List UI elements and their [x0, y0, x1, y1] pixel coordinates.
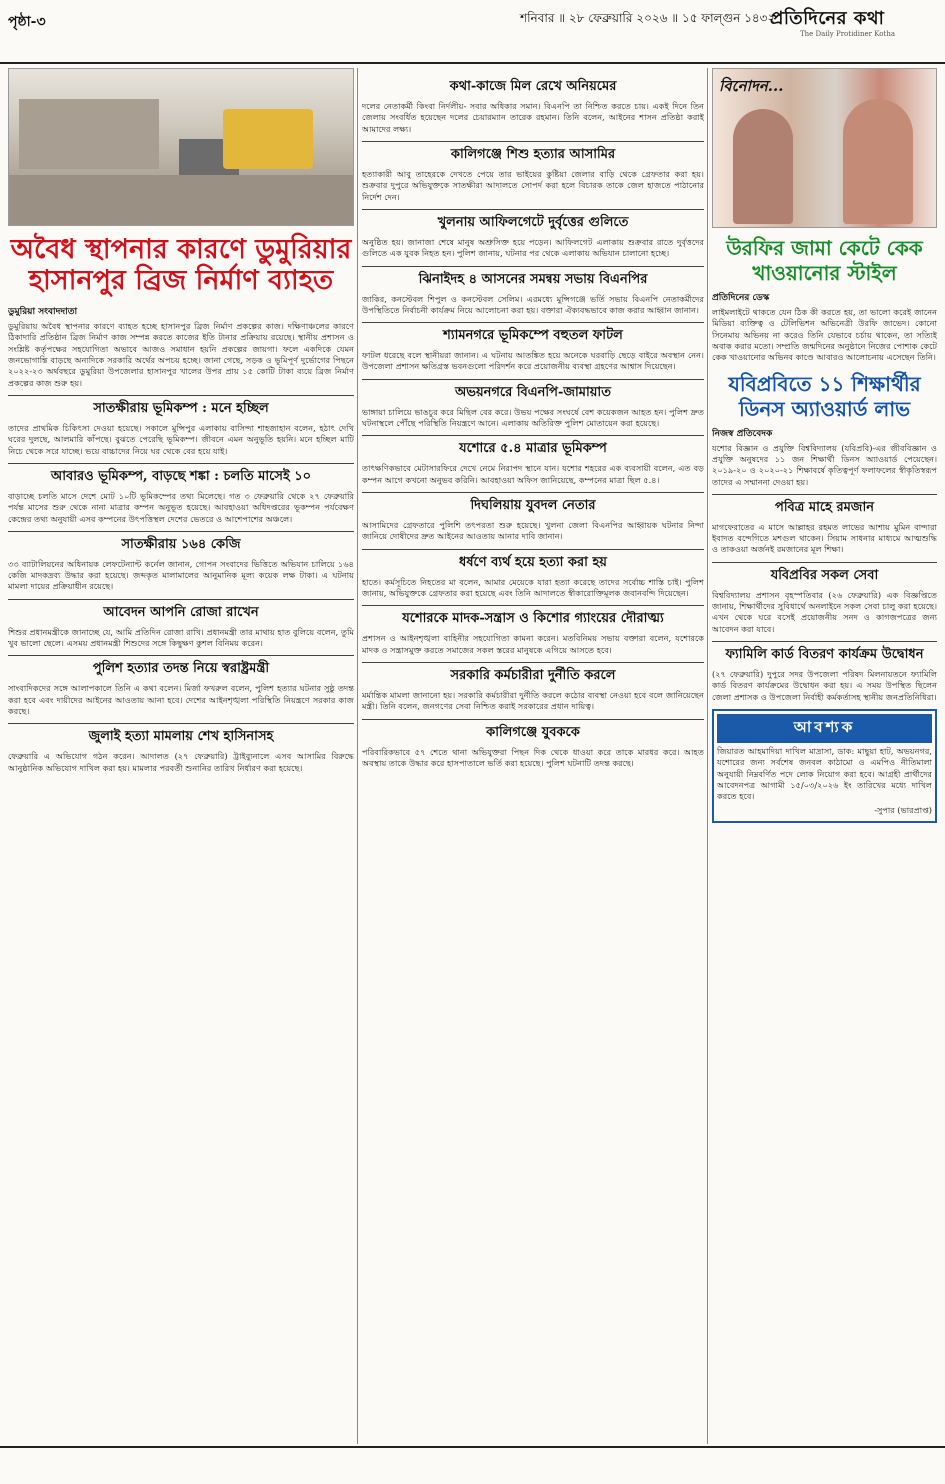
story-headline[interactable]: শ্যামনগরে ভূমিকম্পে বহুতল ফাটল	[362, 322, 704, 347]
entertainment-photo	[712, 68, 937, 228]
story-body: পরিবারিকভাবে ৫৭ শেতে থানা অভিযুক্তরা পিছন দিক থেকে ধাওয়া করে তাকে মারধর করে। আহত অবস্থায় তাকে উদ্ধার করে হাসপাতালে ভর্তি করা হয়েছে। পুলিশ ঘটনাটি তদন্ত করছে।	[362, 746, 704, 768]
column-left	[8, 68, 354, 1444]
story-body: (২৭ ফেব্রুয়ারি) দুপুরে সদর উপজেলা পরিষদ মিলনায়তনে ফ্যামিলি কার্ড বিতরণ কার্যক্রমের উদ্বোধন করা হয়। এ সময় উপস্থিত ছিলেন জেলা প্রশাসক ও উপজেলা নির্বাহী কর্মকর্তাসহ স্থানীয় জনপ্রতিনিধিরা।	[712, 669, 937, 702]
story-headline[interactable]: ধর্ষণে ব্যর্থ হয়ে হত্যা করা হয়	[362, 549, 704, 574]
story-headline[interactable]: পুলিশ হত্যার তদন্ত নিয়ে স্বরাষ্ট্রমন্ত্রী	[8, 655, 354, 680]
classified-ad	[712, 709, 937, 823]
story-headline[interactable]: জুলাই হত্যা মামলায় শেখ হাসিনাসহ	[8, 723, 354, 748]
lead-body: ডুমুরিয়ায় অবৈধ স্থাপনার কারণে ব্যাহত হচ্ছে হাসানপুর ব্রিজ নির্মাণ প্রকল্পের কাজ। দক্ষিণাঞ্চলের কারণে ঠিকাদারি প্রতিষ্ঠান ব্রিজ নির্মাণ কাজ সম্পন্ন করতে কাজের ইতি টানার প্রক্রিয়ায় রয়েছে। স্থানীয় প্রশাসন ও সংশ্লিষ্ট কর্তৃপক্ষের সহযোগিতা অভাবে আজও সমাধান হয়নি প্রকল্পের জায়গা। ফলে একদিকে যেমন জনভোগান্তি বাড়ছে অন্যদিকে সরকারি অর্থের অপচয় হচ্ছে। জানা গেছে, সড়ক ও ভূমিপূর্ণ দুর্ভোগের পিছনে ২০২২-২৩ অর্থবছরে ডুমুরিয়া উপজেলার হাসানপুর খালের উপর প্রায় ১৫ কোটি টাকা ব্যয়ে ব্রিজ নির্মাণ প্রকল্পের কাজ শুরু হয়।	[8, 321, 354, 388]
story-headline[interactable]: কথা-কাজে মিল রেখে অনিয়মের	[449, 79, 617, 94]
story-body: বাড়াচ্ছে চলতি মাসে দেশে মোট ১০টি ভূমিকম্পের তথ্য মিলেছে। গত ৩ ফেব্রুয়ারি থেকে ২৭ ফেব্রুয়ারি পর্যন্ত মাসের শুরু থেকে নানা মাত্রার কম্পন অনুভূত হয়েছে। আবহাওয়া অধিদপ্তরের ভূকম্পন পর্যবেক্ষণ কেন্দ্রের তথ্য অনুযায়ী এসব কম্পনের উৎপত্তিস্থল দেশের ভেতরে ও আশেপাশের অঞ্চলে।	[8, 490, 354, 524]
bridge-structure	[19, 99, 159, 169]
story-body: সাংবাদিকদের সঙ্গে আলাপকালে তিনি এ কথা বলেন। মির্জা ফখরুল বলেন, পুলিশ হত্যার ঘটনার সুষ্ঠু তদন্ত করা হবে এবং দায়ীদের আইনের আওতায় আনা হবে। দেশের আইনশৃঙ্খলা পরিস্থিতি নিয়ন্ত্রণে সরকার কাজ করছে।	[8, 683, 354, 717]
story-headline[interactable]: ঝিনাইদহ ৪ আসনের সমন্বয় সভায় বিএনপির	[362, 266, 704, 291]
road	[9, 175, 353, 225]
story-headline[interactable]: পবিত্র মাহে রমজান	[712, 494, 937, 519]
story-body: আসামিদের গ্রেফতারে পুলিশি তৎপরতা শুরু হয়েছে। খুলনা জেলা বিএনপির আহ্বায়ক ঘটনার নিন্দা জানিয়ে দোষীদের দ্রুত আইনের আওতায় আনার দাবি জানান।	[362, 520, 704, 542]
lead-headline[interactable]: অবৈধ স্থাপনার কারণে ডুমুরিয়ার হাসানপুর ব্রিজ নির্মাণ ব্যাহত	[10, 234, 352, 297]
newspaper-logo: প্রতিদিনের কথা	[770, 8, 885, 29]
story-body: তাৎক্ষণিকভাবে মেটাসারফিরে দেখে নেমে নিরাপদ স্থানে যান। যশোর শহরের এক ব্যবসায়ী বলেন, এত বড় কম্পন আগে কখনো অনুভব করিনি। আবহাওয়া অফিস জানিয়েছে, কম্পনের মাত্রা ছিল ৫.৪।	[362, 463, 704, 485]
story-body: ভাঙ্গায়া চালিয়ে ভাঙচুর করে মিছিল বের করে। উভয় পক্ষের সংঘর্ষে বেশ কয়েকজন আহত হন। পুলিশ দ্রুত ঘটনাস্থলে পৌঁছে পরিস্থিতি নিয়ন্ত্রণে আনে। এলাকায় অতিরিক্ত পুলিশ মোতায়েন করা হয়েছে।	[362, 406, 704, 429]
story-body: ৩৩ ব্যাটালিয়নের অধিনায়ক লেফটেন্যান্ট কর্নেল জানান, গোপন সংবাদের ভিত্তিতে অভিযান চালিয়ে ১৬৪ কেজি মাদকদ্রব্য উদ্ধার করা হয়েছে। জব্দকৃত মালামালের আনুমানিক মূল্য কয়েক লক্ষ টাকা। এ ঘটনায় মামলা দায়ের প্রক্রিয়াধীন রয়েছে।	[8, 558, 354, 592]
story-body: দলের নেতাকর্মী কিংবা নির্দলীয়- সবার অধিকার সমান। বিএনপি তা নিশ্চিত করতে চায়। একই দিনে তিন জেলায় সংবর্ধিত হয়েছেন দলের চেয়ারম্যান তারেক রহমান। তিনি বলেন, আইনের শাসন প্রতিষ্ঠা করাই আমাদের লক্ষ্য।	[362, 101, 704, 134]
entertainment-headline[interactable]: উরফির জামা কেটে কেক খাওয়ানোর স্টাইল	[726, 236, 923, 285]
story-body: বিশ্ববিদ্যালয় প্রশাসন বৃহস্পতিবার (২৬ ফেব্রুয়ারি) এক বিজ্ঞপ্তিতে জানায়, শিক্ষার্থীদের সুবিধার্থে অনলাইনে সকল সেবা চালু করা হয়েছে। এখন থেকে ঘরে বসেই প্রয়োজনীয় সনদ ও কাগজপত্রের জন্য আবেদন করা যাবে।	[712, 589, 937, 634]
excavator	[223, 109, 313, 169]
yabi-byline: নিজস্ব প্রতিবেদক	[712, 428, 773, 439]
story-headline[interactable]: যশোরে ৫.৪ মাত্রার ভূমিকম্প	[362, 435, 704, 460]
issue-date: শনিবার ॥ ২৮ ফেব্রুয়ারি ২০২৬ ॥ ১৫ ফাল্গুন ১৪৩২	[520, 11, 776, 25]
lead-byline: ডুমুরিয়া সংবাদদাতা	[8, 307, 78, 318]
story-headline[interactable]: আবেদন আপনি রোজা রাখেন	[8, 599, 354, 624]
model-figure	[843, 99, 913, 224]
yabi-headline[interactable]: যবিপ্রবিতে ১১ শিক্ষার্থীর ডিনস অ্যাওয়ার্ড লাভ	[728, 371, 921, 421]
newspaper-logo-subtitle: The Daily Protidiner Kotha	[800, 30, 896, 38]
story-body: মর্মান্তিক মামলা জানানো হয়। সরকারি কর্মচারীরা দুর্নীতি করলে কঠোর ব্যবস্থা নেওয়া হবে বলে জানিয়েছেন মন্ত্রী। তিনি বলেন, জনগণের সেবা নিশ্চিত করাই সরকারের প্রধান দায়িত্ব।	[362, 689, 704, 712]
story-headline[interactable]: সাতক্ষীরায় ভূমিকম্প : মনে হচ্ছিল	[8, 395, 354, 420]
column-middle	[362, 68, 704, 1444]
story-headline[interactable]: কালিগঞ্জে যুবককে	[362, 719, 704, 744]
story-body: ফেব্রুয়ারি এ অভিযোগ গঠন করেন। আদালত (২৭ ফেব্রুয়ারি) ট্রাইব্যুনালে এসব আসামির বিরুদ্ধে আনুষ্ঠানিক অভিযোগ দাখিল করা হয়। মামলার পরবর্তী শুনানির তারিখ নির্ধারণ করা হয়েছে।	[8, 751, 354, 773]
ad-signature: -সুপার (ভারপ্রাপ্ত)	[874, 804, 932, 815]
story-body: জাকির, কনস্টেবল শিপুল ও কনস্টেবল সেলিম। এরমধ্যে মুন্সিগঞ্জে ভর্তি সভায় বিএনপি নেতাকর্মীদের উপস্থিতিতে নির্বাচনী কার্যক্রম নিয়ে আলোচনা করা হয়। বক্তারা ঐক্যবদ্ধভাবে কাজ করার আহ্বান জানান।	[362, 293, 704, 315]
story-body: শিশুর প্রধানমন্ত্রীকে জানাচ্ছে যে, আমি প্রতিদিন রোজা রাখি। প্রধানমন্ত্রী তার মাথায় হাত বুলিয়ে বলেন, তুমি খুব ভালো ছেলে। এসময় প্রধানমন্ত্রী শিশুদের সঙ্গে কিছুক্ষণ কুশল বিনিময় করেন।	[8, 626, 354, 649]
yabi-body: যশোর বিজ্ঞান ও প্রযুক্তি বিশ্ববিদ্যালয় (যবিপ্রবি)-এর জীববিজ্ঞান ও প্রযুক্তি অনুষদের ১১ জন শিক্ষার্থী ডিনস অ্যাওয়ার্ড পেয়েছেন। ২০১৯-২০ ও ২০২০-২১ শিক্ষাবর্ষে কৃতিত্বপূর্ণ ফলাফলের স্বীকৃতিস্বরূপ তাদের এ সম্মাননা দেওয়া হয়।	[712, 442, 937, 487]
story-body: হত্যাকারী আবু তাহেরকে দেখতে পেয়ে তার ভাইয়ের কুষ্টিয়া জেলার বাড়ি থেকে গ্রেফতার করা হয়। শুক্রবার দুপুরে অভিযুক্তকে সাতক্ষীরা আদালতে সোপর্দ করা হলে বিচারক তাকে জেল হাজতে পাঠানোর নির্দেশ দেন।	[362, 168, 704, 202]
story-headline[interactable]: কালিগঞ্জে শিশু হত্যার আসামির	[362, 141, 704, 166]
column-divider	[707, 68, 708, 1444]
story-body: মাগফেরাতের এ মাসে আল্লাহর রহমত লাভের আশায় মুমিন বান্দারা ইবাদত বন্দেগিতে মশগুল থাকেন। সিয়াম সাধনার মাধ্যমে আত্মশুদ্ধি ও তাকওয়া অর্জনই রমজানের মূল শিক্ষা।	[712, 521, 937, 555]
column-right	[712, 68, 937, 1444]
story-headline[interactable]: আবারও ভূমিকম্প, বাড়ছে শঙ্কা : চলতি মাসেই ১০	[8, 463, 354, 488]
masthead	[0, 0, 945, 64]
story-headline[interactable]: সাতক্ষীরায় ১৬৪ কেজি	[8, 531, 354, 556]
story-headline[interactable]: খুলনায় আফিলগেটে দুর্বৃত্তের গুলিতে	[362, 209, 704, 234]
binodon-label: বিনোদন...	[719, 77, 784, 95]
page-number: পৃষ্ঠা-৩	[8, 14, 46, 30]
entertainment-byline: প্রতিদিনের ডেস্ক	[712, 293, 770, 303]
story-body: অনুষ্ঠিত হয়। জানাজা শেষে মানুষ অশ্রুসিক্ত হয়ে পড়েন। আফিলগেট এলাকায় শুক্রবার রাতে দুর্বৃত্তদের গুলিতে এক যুবক নিহত হন। পুলিশ জানায়, ঘটনার পর থেকে এলাকায় অভিযান চালানো হচ্ছে।	[362, 236, 704, 259]
model-figure	[733, 109, 793, 224]
story-body: হাতে। কর্মসূচিতে নিহতের মা বলেন, আমার মেয়েকে যারা হত্যা করেছে তাদের সর্বোচ্চ শাস্তি চাই। পুলিশ জানায়, অভিযুক্তকে গ্রেফতার করা হয়েছে এবং তিনি আদালতে স্বীকারোক্তিমূলক জবানবন্দি দিয়েছেন।	[362, 576, 704, 598]
story-headline[interactable]: সরকারি কর্মচারীরা দুর্নীতি করলে	[362, 662, 704, 687]
ad-body: জিয়ারত আহমাদিয়া দাখিল মাদ্রাসা, ডাক: মাছুয়া হাট, অভয়নগর, যশোরের জন্য সর্বশেষ জনবল কাঠামো ও এমপিও নীতিমালা অনুযায়ী নিম্নবর্ণিত পদে লোক নিয়োগ করা হবে। আগ্রহী প্রার্থীদের আবেদনপত্র আগামী ১৫/০৩/২০২৬ ইং তারিখের মধ্যে দাখিল করতে হবে।	[717, 745, 932, 802]
story-body: প্রশাসন ও আইনশৃঙ্খলা বাহিনীর সহযোগিতা কামনা করেন। মতবিনিময় সভায় বক্তারা বলেন, যশোরকে মাদক ও সন্ত্রাসমুক্ত করতে সমাজের সকল স্তরের মানুষকে এগিয়ে আসতে হবে।	[362, 633, 704, 655]
column-divider	[357, 68, 358, 1444]
ad-title: আবশ্যক	[717, 714, 932, 743]
story-headline[interactable]: ফ্যামিলি কার্ড বিতরণ কার্যক্রম উদ্বোধন	[712, 641, 937, 666]
story-headline[interactable]: অভয়নগরে বিএনপি-জামায়াত	[362, 379, 704, 404]
page-footer	[0, 1446, 945, 1484]
story-body: তাদের প্রাথমিক চিকিৎসা দেওয়া হয়েছে। সকালে মুন্সিপুর এলাকায় বাসিন্দা শাহজাহান বলেন, হঠাৎ দেখি ঘরের দুলছে, আলমারি কাঁপছে। বুঝতে পেরেছি ভূমিকম্প। জীবনে এমন অনুভূতি হয়নি। মনে হচ্ছিল মাটি নিচে থেকে সরে যাচ্ছে। ভয়ে বাচ্চাদের নিয়ে ঘর থেকে বের হয়ে যাই।	[8, 422, 354, 456]
story-body: ফাটল ধরেছে বলে স্থানীয়রা জানান। এ ঘটনায় আতঙ্কিত হয়ে অনেকে ঘরবাড়ি ছেড়ে বাইরে অবস্থান নেন। উপজেলা প্রশাসন ক্ষতিগ্রস্ত ভবনগুলো পরিদর্শন করে প্রয়োজনীয় ব্যবস্থা গ্রহণের আশ্বাস দিয়েছেন।	[362, 350, 704, 372]
entertainment-body: লাইমলাইটে থাকতে যেন ঠিক কী করতে হয়, তা ভালো করেই জানেন মিডিয়া ব্যক্তিত্ব ও টেলিভিশন অভিনেত্রী উরফি জাভেদ। কোনো সিনেমায় অভিনয় না করেও তিনি যেভাবে চর্চায় থাকেন, তা সত্যিই অবাক করার মতো। সম্প্রতি জন্মদিনের অনুষ্ঠানে নিজের পোশাক কেটে কেক খাওয়ানোর অভিনব কাণ্ডে আবারও আলোচনায় এসেছেন তিনি।	[712, 307, 937, 363]
story-headline[interactable]: দিঘলিয়ায় যুবদল নেতার	[362, 492, 704, 517]
story-headline[interactable]: যশোরকে মাদক-সন্ত্রাস ও কিশোর গ্যাংয়ের দৌরাত্ম্য	[362, 605, 704, 630]
lead-photo	[8, 68, 354, 226]
story-headline[interactable]: যবিপ্রবির সকল সেবা	[712, 562, 937, 587]
